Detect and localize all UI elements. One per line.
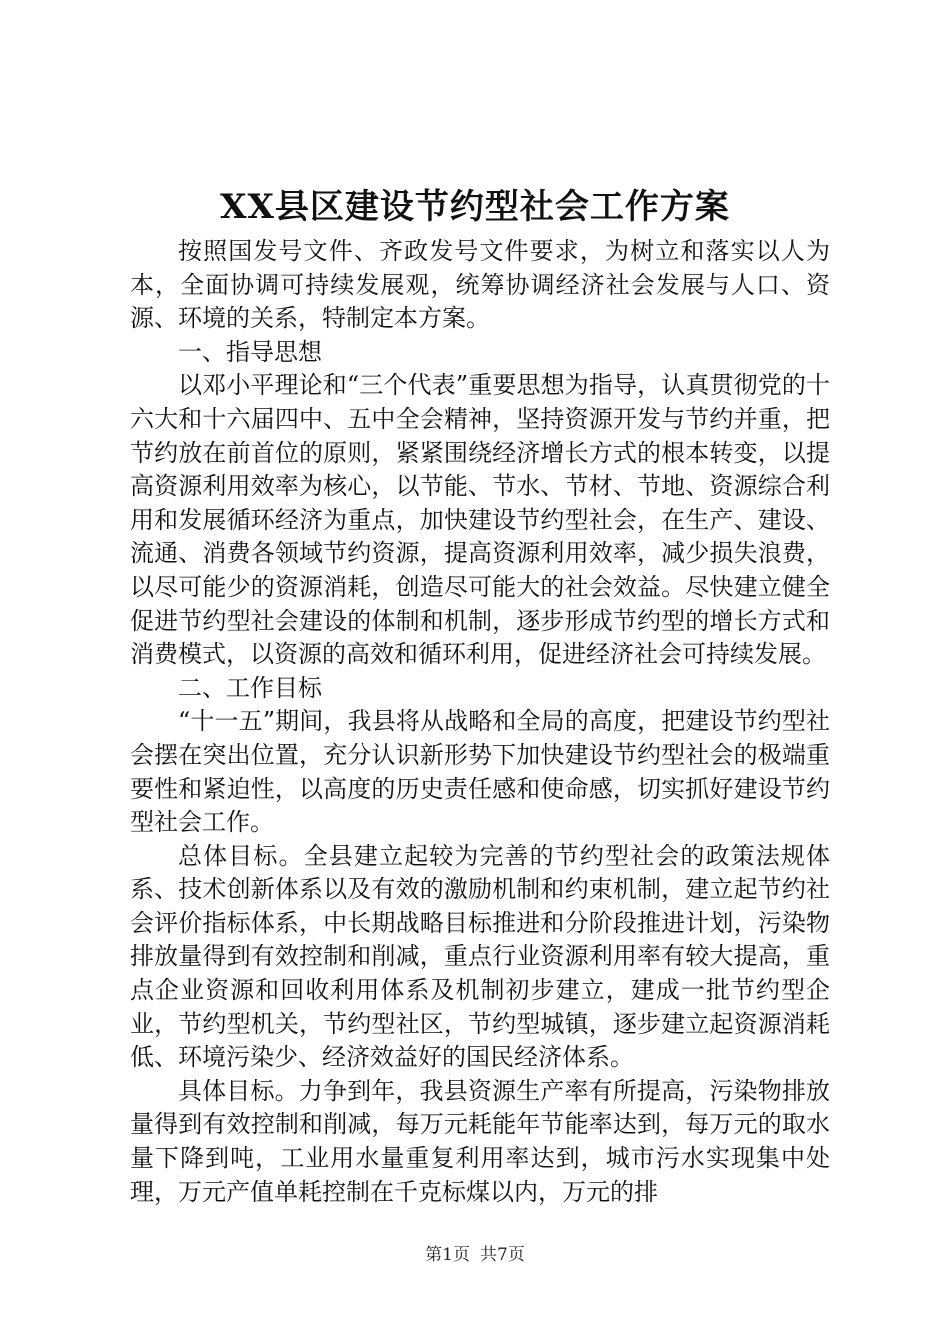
guiding-ideology-paragraph: 以邓小平理论和“三个代表”重要思想为指导，认真贯彻党的十六大和十六届四中、五中全会精神，坚持资源开发与节约并重，把节约放在前首位的原则，紧紧围绕经济增长方式的根本转变，以提高资源利用效率为核心，以节能、节水、节材、节地、资源综合利用和发展循环经济为重点，加快建设节约型社会，在生产、建设、流通、消费各领域节约资源，提高资源利用效率，减少损失浪费，以尽可能少的资源消耗，创造尽可能大的社会效益。尽快建立健全促进节约型社会建设的体制和机制，逐步形成节约型的增长方式和消费模式，以资源的高效和循环利用，促进经济社会可持续发展。 (130, 371, 830, 669)
document-title: XX县区建设节约型社会工作方案 (220, 187, 730, 227)
work-goals-paragraph: “十一五”期间，我县将从战略和全局的高度，把建设节约型社会摆在突出位置，充分认识新形势下加快建设节约型社会的极端重要性和紧迫性，以高度的历史责任感和使命感，切实抓好建设节约型社会工作。 (130, 707, 830, 837)
specific-goals-paragraph: 具体目标。力争到年，我县资源生产率有所提高，污染物排放量得到有效控制和削减，每万元耗能年节能率达到，每万元的取水量下降到吨，工业用水量重复利用率达到，城市污水实现集中处理，万元产值单耗控制在千克标煤以内，万元的排 (130, 1076, 830, 1206)
section-heading-guiding-ideology: 一、指导思想 (178, 337, 322, 366)
intro-paragraph: 按照国发号文件、齐政发号文件要求，为树立和落实以人为本，全面协调可持续发展观，统筹协调经济社会发展与人口、资源、环境的关系，特制定本方案。 (130, 237, 830, 333)
document-body (130, 235, 830, 1209)
page-number: 第1页 (425, 1245, 470, 1265)
overall-goals-paragraph: 总体目标。全县建立起较为完善的节约型社会的政策法规体系、技术创新体系以及有效的激励机制和约束机制，建立起节约社会评价指标体系，中长期战略目标推进和分阶段推进计划，污染物排放量得到有效控制和削减，重点行业资源利用率有较大提高，重点企业资源和回收利用体系及机制初步建立，建成一批节约型企业，节约型机关，节约型社区，节约型城镇，逐步建立起资源消耗低、环境污染少、经济效益好的国民经济体系。 (130, 841, 830, 1072)
page-total: 共7页 (480, 1245, 525, 1265)
page-footer (0, 1243, 950, 1267)
section-heading-work-goals: 二、工作目标 (178, 673, 322, 702)
